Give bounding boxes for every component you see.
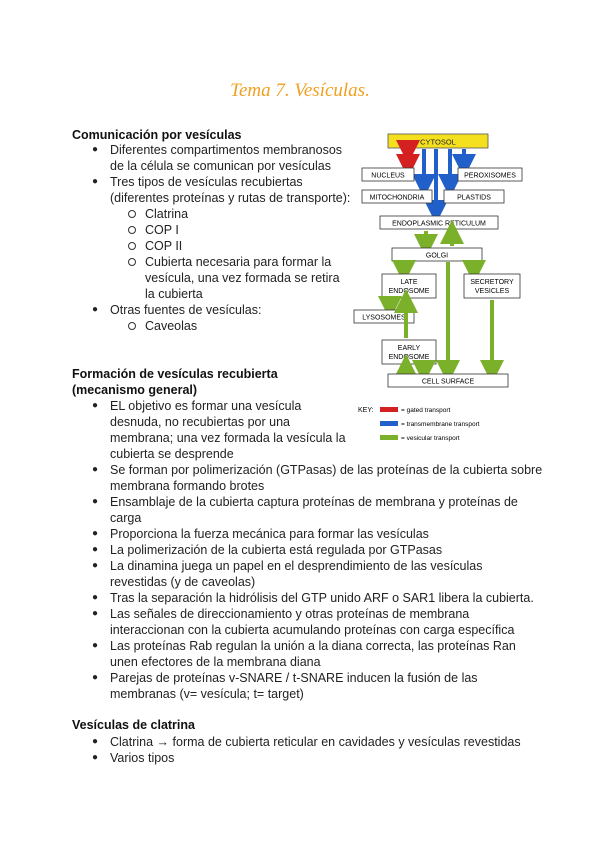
list-item: La dinamina juega un papel en el desprendimiento de las vesículas revestidas (y de caveolas) <box>110 559 483 589</box>
bullet-dot: ● <box>92 144 99 155</box>
list-item: Parejas de proteínas v-SNARE / t-SNARE inducen la fusión de las membranas (v= vesícula; t= target) <box>110 671 478 701</box>
key-gated-swatch <box>380 407 398 412</box>
list-item: Las proteínas Rab regulan la unión a la diana correcta, las proteínas Ran unen efectores de la membrana diana <box>110 639 516 669</box>
early-endosome-label-2: ENDOSOME <box>388 354 430 361</box>
bullet-dot: ● <box>92 560 99 571</box>
sub-list-item: Clatrina <box>145 207 189 221</box>
list-item: Diferentes compartimentos membranosos de la célula se comunican por vesículas <box>110 143 343 173</box>
sub-bullet-circle <box>128 242 136 250</box>
late-endosome-label-1: LATE <box>400 279 418 286</box>
bullet-dot: ● <box>92 592 99 603</box>
list-item: Las señales de direccionamiento y otras proteínas de membrana interaccionan con la cubierta acumulando proteínas con carga específica <box>110 607 515 637</box>
sub-bullet-circle <box>128 258 136 266</box>
list-item: Tres tipos de vesículas recubiertas (diferentes proteínas y rutas de transporte): <box>110 175 351 205</box>
bullet-dot: ● <box>92 672 99 683</box>
bullet-dot: ● <box>92 752 99 763</box>
sub-bullet-circle <box>128 322 136 330</box>
section-heading-comunicacion: Comunicación por vesículas <box>72 128 242 142</box>
cytosol-label: CYTOSOL <box>420 137 456 147</box>
key-vesicular-swatch <box>380 435 398 440</box>
sub-list-item: COP I <box>145 223 179 237</box>
list-item: Otras fuentes de vesículas: <box>110 303 262 317</box>
bullet-dot: ● <box>92 496 99 507</box>
bullet-dot: ● <box>92 736 99 747</box>
bullet-dot: ● <box>92 304 99 315</box>
list-item: Ensamblaje de la cubierta captura proteínas de membrana y proteínas de carga <box>110 495 518 525</box>
sub-list-item: COP II <box>145 239 183 253</box>
secretory-label-1: SECRETORY <box>470 279 514 286</box>
mitochondria-label: MITOCHONDRIA <box>369 194 425 202</box>
section-heading-formacion: Formación de vesículas recubierta (mecanismo general) <box>72 367 278 397</box>
list-item: Tras la separación la hidrólisis del GTP unido ARF o SAR1 libera la cubierta. <box>110 591 534 605</box>
golgi-label: GOLGI <box>425 252 449 260</box>
lysosomes-label: LYSOSOMES <box>362 314 406 322</box>
list-item: Clatrina → forma de cubierta reticular en cavidades y vesículas revestidas <box>110 735 521 749</box>
plastids-label: PLASTIDS <box>457 194 491 202</box>
key-vesicular-text: = vesicular transport <box>401 435 460 442</box>
key-label: KEY: <box>358 407 374 414</box>
list-item: La polimerización de la cubierta está regulada por GTPasas <box>110 543 443 557</box>
sub-bullet-circle <box>128 210 136 218</box>
er-label: ENDOPLASMIC RETICULUM <box>392 220 486 228</box>
bullet-dot: ● <box>92 640 99 651</box>
list-item: Se forman por polimerización (GTPasas) de las proteínas de la cubierta sobre membrana formando brotes <box>110 463 543 493</box>
late-endosome-label-2: ENDOSOME <box>388 288 430 295</box>
page-title: Tema 7. Vesículas. <box>230 80 370 101</box>
nucleus-label: NUCLEUS <box>371 172 405 180</box>
bullet-dot: ● <box>92 608 99 619</box>
bullet-dot: ● <box>92 544 99 555</box>
sub-bullet-circle <box>128 226 136 234</box>
early-endosome-label-1: EARLY <box>397 345 421 352</box>
cell-surface-label: CELL SURFACE <box>421 378 475 386</box>
key-transmembrane-swatch <box>380 421 398 426</box>
key-gated-text: = gated transport <box>401 407 451 414</box>
vesicular-transport-diagram <box>340 128 535 448</box>
secretory-label-2: VESICLES <box>474 288 510 295</box>
sub-list-item: Cubierta necesaria para formar la vesícula, una vez formada se retira la cubierta <box>145 255 340 301</box>
list-item: Proporciona la fuerza mecánica para formar las vesículas <box>110 527 429 541</box>
section-heading-clatrina: Vesículas de clatrina <box>72 718 195 732</box>
key-transmembrane-text: = transmembrane transport <box>401 421 480 428</box>
bullet-dot: ● <box>92 464 99 475</box>
peroxisomes-label: PEROXISOMES <box>464 172 516 180</box>
list-item: EL objetivo es formar una vesícula desnuda, no recubiertas por una membrana; una vez formada la vesícula la cubierta se desprende <box>110 399 346 461</box>
bullet-dot: ● <box>92 528 99 539</box>
list-item: Varios tipos <box>110 751 175 765</box>
bullet-dot: ● <box>92 400 99 411</box>
sub-list-item: Caveolas <box>145 319 198 333</box>
bullet-dot: ● <box>92 176 99 187</box>
